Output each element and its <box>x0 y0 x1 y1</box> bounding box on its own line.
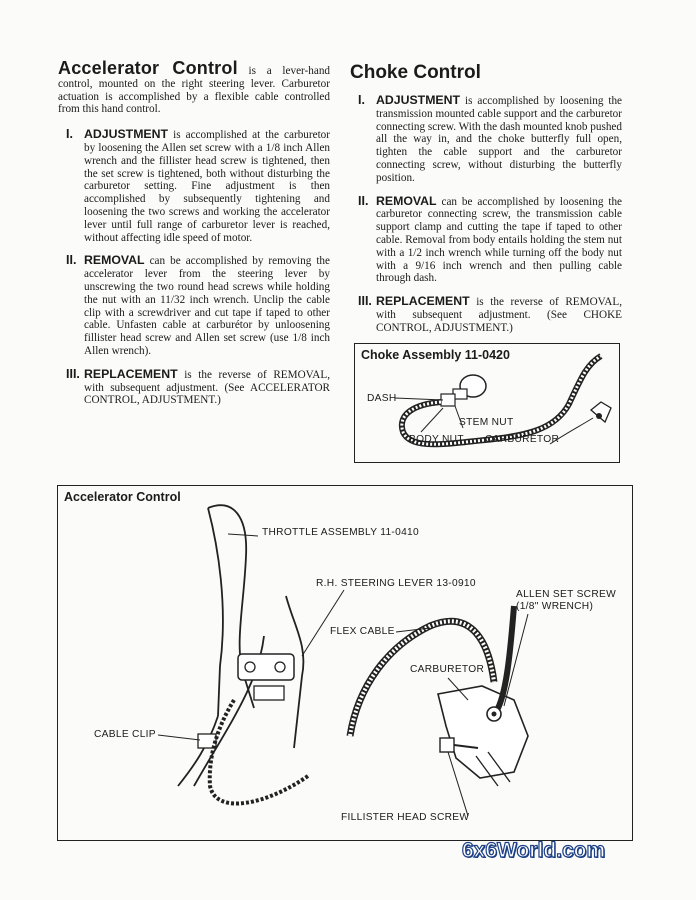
choke-assembly-figure <box>354 343 620 463</box>
accelerator-replacement-section <box>58 368 330 407</box>
section-text: can be accomplished by removing the accelerator lever from the steering lever by unscrewing the two round head screws while holding the nut with an 11/32 inch wrench. Unclip the cable clip with a screwdriver and cut tape if taped to other cable. Unfasten cable at carburétor by unloosening fillister head screw and Allen set screw (use 1/8 inch Allen wrench). <box>84 255 330 357</box>
accelerator-illustration <box>58 486 632 840</box>
section-numeral: III. <box>66 366 80 381</box>
accelerator-column <box>58 58 331 407</box>
carburetor-label: CARBURETOR <box>410 664 485 675</box>
section-heading: ADJUSTMENT <box>84 127 169 142</box>
fillister-head-screw-shape <box>440 738 454 752</box>
lever-nut <box>254 686 284 700</box>
choke-body-nut <box>441 394 455 406</box>
section-heading: REMOVAL <box>376 193 437 208</box>
carburetor-label: CARBURETOR <box>485 434 560 445</box>
section-numeral: II. <box>66 253 77 268</box>
section-heading: REPLACEMENT <box>376 294 470 309</box>
choke-adjustment-section <box>350 94 622 185</box>
section-numeral: II. <box>358 193 369 208</box>
section-text: is the reverse of REMOVAL, with subsequent adjustment. (See CHOKE CONTROL, ADJUSTMENT.) <box>376 296 622 334</box>
round-head-screw <box>275 662 285 672</box>
accelerator-intro: is a lever-hand control, mounted on the right steering lever. Carburetor actuation is accomplished by a flexible cable controlled from this hand control. <box>58 65 331 116</box>
throttle-assembly-label: THROTTLE ASSEMBLY 11-0410 <box>262 527 419 538</box>
flex-cable-label: FLEX CABLE <box>330 626 395 637</box>
fillister-head-screw-label: FILLISTER HEAD SCREW <box>341 812 470 823</box>
steering-lever-leader <box>302 590 344 656</box>
allen-wrench-label: (1/8" WRENCH) <box>516 601 594 612</box>
steering-lever-label: R.H. STEERING LEVER 13-0910 <box>316 578 476 589</box>
body-nut-leader <box>421 408 443 432</box>
accelerator-intro-paragraph <box>58 58 331 116</box>
section-text: can be accomplished by loosening the carburetor connecting screw, the transmission cable support clamp and cutting the tape if taped to other cable. Removal from body entails holding the stem nut with a 1/2 inch wrench while turning off the body nut with a 9/16 inch wrench and then pulling cable through dash. <box>376 195 623 285</box>
site-watermark: 6x6World.com <box>462 839 606 862</box>
choke-removal-section <box>350 195 622 286</box>
section-text: is accomplished at the carburetor by loosening the Allen set screw with a 1/8 inch Allen wrench and the fillister head screw is tightened, then the set screw is tightened, both without disturbing the carburetor setting. Fine adjustment is then accomplished by subsequently tightening and loosening the two screws and working the accelerator lever until full range of carburetor lever is reached, without affecting idle speed of motor. <box>84 129 330 244</box>
cable-clip-label: CABLE CLIP <box>94 729 156 740</box>
section-numeral: I. <box>66 127 73 142</box>
body-nut-label: BODY NUT <box>409 434 464 445</box>
section-heading: REMOVAL <box>84 253 145 268</box>
accelerator-removal-section <box>58 254 330 357</box>
accelerator-control-figure <box>57 485 633 841</box>
choke-carburetor <box>591 402 611 422</box>
cable-clip-leader <box>158 735 200 740</box>
section-text: is accomplished by loosening the transmission mounted cable support and the carburetor connecting screw. With the dash mounted knob pushed all the way in, and the choke butterfly full open, tighten the cable support and the carburetor connecting screw, without disturbing the butterfly position. <box>376 95 622 184</box>
choke-figure-title: Choke Assembly 11-0420 <box>361 348 510 362</box>
choke-title: Choke Control <box>350 62 481 83</box>
throttle-lever-inner <box>208 508 223 716</box>
stem-nut-label: STEM NUT <box>459 417 514 428</box>
dash-leader <box>395 398 443 400</box>
section-numeral: I. <box>358 93 365 107</box>
accelerator-adjustment-section <box>58 128 330 244</box>
choke-replacement-section <box>350 295 622 334</box>
accelerator-figure-title: Accelerator Control <box>64 490 181 504</box>
round-head-screw <box>245 662 255 672</box>
allen-set-screw-label: ALLEN SET SCREW <box>516 589 616 600</box>
throttle-leader <box>228 534 258 536</box>
section-heading: ADJUSTMENT <box>376 93 461 107</box>
section-numeral: III. <box>358 294 372 309</box>
choke-column <box>350 62 622 335</box>
section-heading: REPLACEMENT <box>84 366 178 381</box>
accelerator-title: Accelerator Control <box>58 58 238 78</box>
section-text: is the reverse of REMOVAL, with subsequent adjustment. (See ACCELERATOR CONTROL, ADJUSTMENT.) <box>84 368 330 407</box>
dash-label: DASH <box>367 393 397 404</box>
allen-set-screw-center <box>492 712 497 717</box>
choke-connecting-screw <box>596 413 602 419</box>
lower-cable <box>210 700 308 804</box>
